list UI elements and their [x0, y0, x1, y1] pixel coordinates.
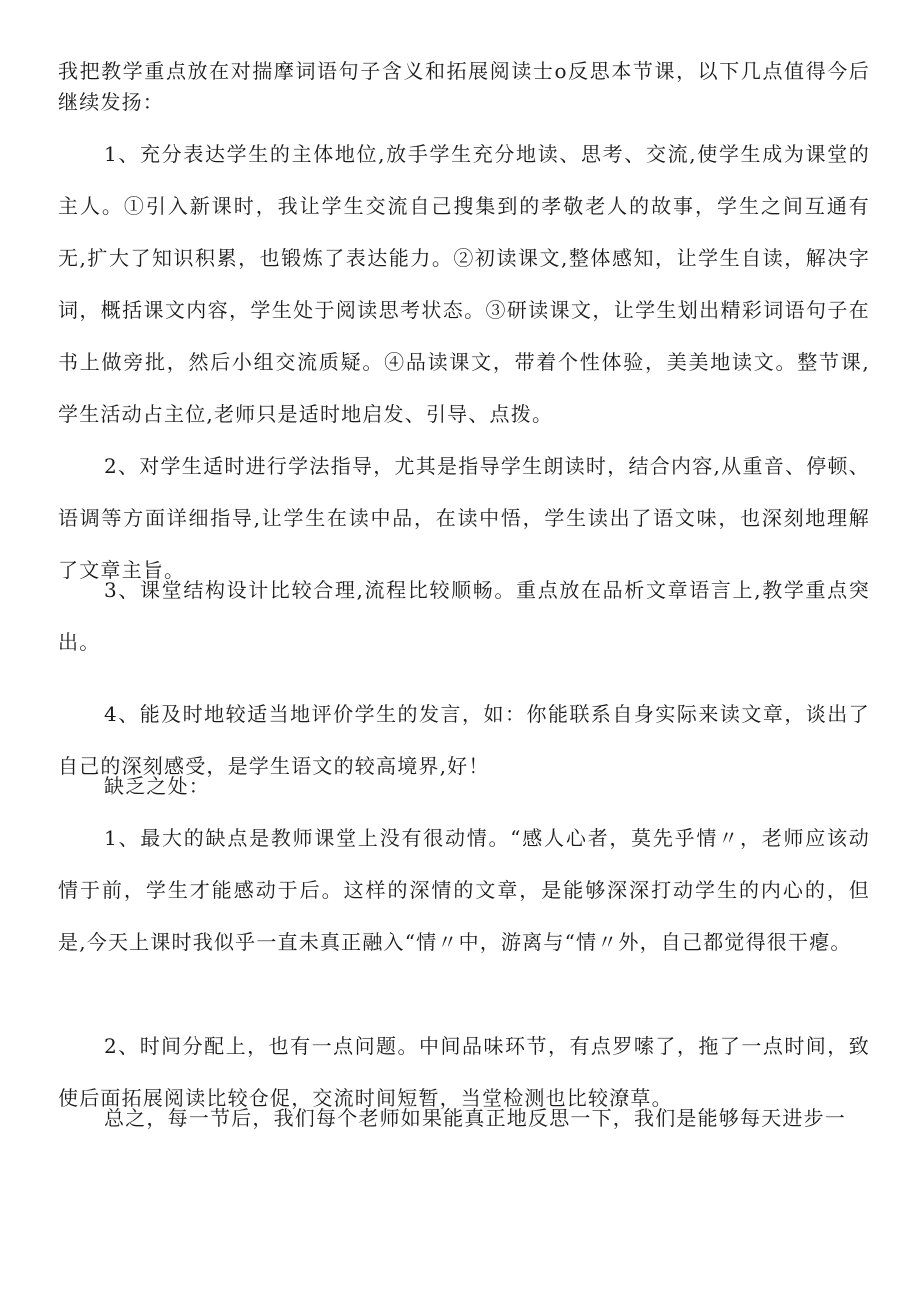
shortcoming-item-2: 2、时间分配上，也有一点问题。中间品味环节，有点罗嗦了，拖了一点时间，致使后面拓展阅读比较仓促，交流时间短暂，当堂检测也比较潦草。 [58, 1034, 870, 1110]
shortcomings-heading: 缺乏之处： [104, 774, 210, 798]
strength-item-3: 3、课堂结构设计比较合理,流程比较顺畅。重点放在品析文章语言上,教学重点突出。 [58, 578, 870, 654]
strength-item-1: 1、充分表达学生的主体地位,放手学生充分地读、思考、交流,使学生成为课堂的主人。①引入新课时，我让学生交流自己搜集到的孝敬老人的故事，学生之间互通有无,扩大了知识积累，也锻炼了表达能力。②初读课文,整体感知，让学生自读，解决字词，概括课文内容，学生处于阅读思考状态。③研读课文，让学生划出精彩词语句子在书上做旁批，然后小组交流质疑。④品读课文，带着个性体验，美美地读文。整节课,学生活动占主位,老师只是适时地启发、引导、点拨。 [58, 142, 870, 426]
conclusion-paragraph: 总之，每一节后，我们每个老师如果能真正地反思一下，我们是能够每天进步一 [104, 1106, 846, 1130]
strength-item-4: 4、能及时地较适当地评价学生的发言，如：你能联系自身实际来读文章，谈出了自己的深刻感受，是学生语文的较高境界,好！ [58, 702, 870, 778]
intro-paragraph: 我把教学重点放在对揣摩词语句子含义和拓展阅读士o反思本节课，以下几点值得今后继续发扬： [58, 59, 870, 114]
shortcoming-item-1: 1、最大的缺点是教师课堂上没有很动情。“感人心者，莫先乎情〃，老师应该动情于前，学生才能感动于后。这样的深情的文章，是能够深深打动学生的内心的，但是,今天上课时我似乎一直未真正融入“情〃中，游离与“情〃外，自己都觉得很干瘪。 [58, 826, 870, 954]
strength-item-2: 2、对学生适时进行学法指导，尤其是指导学生朗读时，结合内容,从重音、停顿、语调等方面详细指导,让学生在读中品，在读中悟，学生读出了语文味，也深刻地理解了文章主旨。 [58, 454, 870, 582]
